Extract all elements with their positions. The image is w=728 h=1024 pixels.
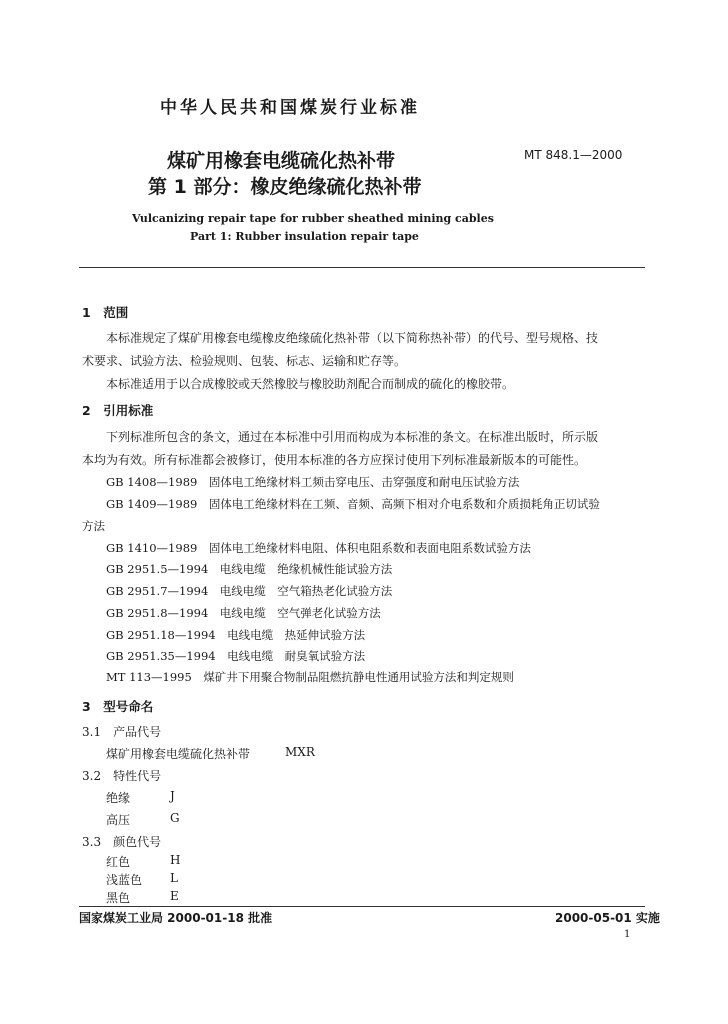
standard-number: MT 848.1—2000: [524, 148, 623, 162]
title-line-2: 第 1 部分：橡皮绝缘硫化热补带: [148, 176, 422, 198]
color-name: 黑色: [106, 891, 131, 905]
characteristic-code: J: [170, 789, 175, 803]
product-code: MXR: [285, 745, 315, 759]
section-1-heading: 1 范围: [82, 305, 129, 320]
section-1-paragraph-1-line-1: 本标准规定了煤矿用橡套电缆橡皮绝缘硫化热补带（以下简称热补带）的代号、型号规格、技: [106, 331, 599, 345]
reference-item: GB 1409—1989 固体电工绝缘材料在工频、音频、高频下相对介电系数和介质损耗角正切试验: [106, 497, 600, 511]
approval-date: 国家煤炭工业局 2000-01-18 批准: [79, 911, 273, 925]
color-code: E: [170, 889, 179, 903]
standard-organization: 中华人民共和国煤炭行业标准: [160, 98, 420, 118]
subsection-3-2-heading: 3.2 特性代号: [82, 769, 162, 783]
title-line-1: 煤矿用橡套电缆硫化热补带: [167, 150, 396, 172]
reference-item: GB 1410—1989 固体电工绝缘材料电阻、体积电阻系数和表面电阻系数试验方法: [106, 541, 531, 555]
characteristic-name: 高压: [106, 813, 131, 827]
reference-item: MT 113—1995 煤矿井下用聚合物制品阻燃抗静电性通用试验方法和判定规则: [106, 670, 514, 684]
footer-divider: [79, 906, 645, 907]
subsection-3-3-heading: 3.3 颜色代号: [82, 835, 162, 849]
section-1-paragraph-2: 本标准适用于以合成橡胶或天然橡胶与橡胶助剂配合而制成的硫化的橡胶带。: [106, 377, 515, 391]
english-title-line-1: Vulcanizing repair tape for rubber sheathed mining cables: [132, 212, 494, 225]
subsection-3-1-heading: 3.1 产品代号: [82, 725, 162, 739]
english-title-line-2: Part 1: Rubber insulation repair tape: [190, 230, 419, 243]
reference-item: GB 2951.7—1994 电线电缆 空气箱热老化试验方法: [106, 584, 393, 598]
color-code: L: [170, 871, 178, 885]
characteristic-name: 绝缘: [106, 791, 131, 805]
reference-item: GB 2951.5—1994 电线电缆 绝缘机械性能试验方法: [106, 562, 393, 576]
header-divider: [79, 267, 645, 268]
reference-item: GB 2951.35—1994 电线电缆 耐臭氧试验方法: [106, 649, 366, 663]
section-2-paragraph-line-2: 本均为有效。所有标准都会被修订，使用本标准的各方应探讨使用下列标准最新版本的可能性。: [82, 453, 587, 467]
section-2-heading: 2 引用标准: [82, 403, 154, 418]
implementation-date: 2000-05-01 实施: [555, 911, 660, 925]
page-number: 1: [624, 929, 631, 940]
section-1-paragraph-1-line-2: 术要求、试验方法、检验规则、包装、标志、运输和贮存等。: [82, 354, 407, 368]
section-3-heading: 3 型号命名: [82, 699, 154, 714]
reference-item: GB 2951.18—1994 电线电缆 热延伸试验方法: [106, 628, 366, 642]
color-name: 红色: [106, 855, 131, 869]
color-code: H: [170, 853, 181, 867]
reference-item: GB 1408—1989 固体电工绝缘材料工频击穿电压、击穿强度和耐电压试验方法: [106, 475, 520, 489]
product-name: 煤矿用橡套电缆硫化热补带: [106, 747, 251, 761]
reference-item: GB 2951.8—1994 电线电缆 空气弹老化试验方法: [106, 606, 381, 620]
reference-item-continuation: 方法: [82, 519, 105, 533]
characteristic-code: G: [170, 811, 180, 825]
color-name: 浅蓝色: [106, 873, 143, 887]
section-2-paragraph-line-1: 下列标准所包含的条文，通过在本标准中引用而构成为本标准的条文。在标准出版时，所示版: [106, 430, 599, 444]
